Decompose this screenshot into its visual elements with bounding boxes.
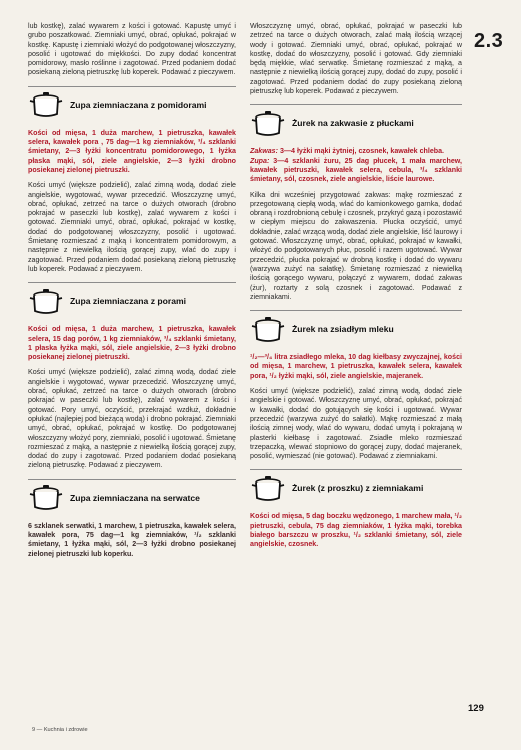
- soup-pot-icon: [250, 474, 286, 504]
- zupa-ingredients: 3—4 szklanki żuru, 25 dag płucek, 1 mała marchew, kawałek pietruszki, kawałek selera, cebula, ³/₄ szklanki śmietany, sól, czosnek, ziele angielskie, liście laurowe.: [250, 156, 462, 184]
- recipe-title: Żurek na zakwasie z płuckami: [292, 118, 414, 129]
- recipe-method: Kości umyć (większe podzielić), zalać zimną wodą, dodać ziele angielskie i wygotować, wywar przecedzić. Włoszczyznę umyć, obrać, opłukać, zetrzeć na tarce o dużych otworach (drobno pokrajać w paseczki lub kostkę), zalać wywarem z kości i gotować. Pory umyć, oczyścić, przekrajać wzdłuż, dokładnie opłukać (najlepiej pod bieżącą wodą) i drobno pokrajać. Ziemniaki umyć, obrać, opłukać, pokrajać w kostkę. Do podgotowanej włoszczyzny włożyć pory, ziemniaki, posolić i ugotować. Śmietanę rozmieszać z mąką, a następnie z niewielką ilością gorącej zupy, dodać do zupy i zagotować. Przed podaniem dodać posiekaną zieloną pietruszkę. Podawać z pieczywem.: [28, 368, 236, 470]
- continued-text: Włoszczyznę umyć, obrać, opłukać, pokrajać w paseczki lub zetrzeć na tarce o dużych otworach, zalać małą ilością wrzącej wody i gotować. Ziemniaki umyć, obrać, opłukać, pokrajać w kostkę, dodać do włoszczyzny, posolić i gotować. Gdy ziemniaki będą miękkie, wlać serwatkę. Śmietanę rozmieszać z mąką, a następnie z niewielką ilością gorącej zupy, dodać do zupy, posolić i zagotować. Przed podaniem dodać do zupy posiekaną zieloną pietruszkę lub koperek. Podawać z pieczywem.: [250, 22, 462, 96]
- zakwas-label: Zakwas:: [250, 147, 278, 156]
- soup-pot-icon: [28, 287, 64, 317]
- recipe-method: Kości umyć (większe podzielić), zalać zimną wodą, dodać ziele angielskie i gotować. Włoszczyznę umyć, obrać, opłukać, pokrajać w kawałki, dodać do gotujących się kości i ugotować. Wywar przecedzić (warzywa zużyć do sałatki). Mąkę rozmieszać z małą ilością zimnej wody, wlać do wywaru, dodać umytą i pokrajaną w plasterki kiełbasę i zagotować. Zsiadłe mleko rozmieszać trzepaczką, wlewać stopniowo do gorącej zupy, dodać majeranek, posolić, wymieszać (nie gotować). Podawać z ziemniakami.: [250, 387, 462, 461]
- recipe-ingredients: [250, 147, 462, 184]
- left-column: [28, 22, 236, 565]
- soup-pot-icon: [28, 90, 64, 120]
- recipe-title: Zupa ziemniaczana na serwatce: [70, 492, 200, 503]
- recipe-title: Żurek (z proszku) z ziemniakami: [292, 483, 424, 494]
- recipe-heading: [28, 479, 236, 513]
- recipe-ingredients: 6 szklanek serwatki, 1 marchew, 1 pietruszka, kawałek selera, kawałek pora, 75 dag—1 kg ziemniaków, ¹/₂ szklanki śmietany, 1 łyżka mąki, sól, 2—3 łyżki drobno posiekanej zielonej pietruszki lub koperku.: [28, 521, 236, 558]
- recipe-method: Kilka dni wcześniej przygotować zakwas: mąkę rozmieszać z przegotowaną ciepłą wodą, wlać do kamionkowego garnka, dodać obraną i rozdrobnioną cebulę i czosnek, przykryć gazą i pozostawić w ciepłym miejscu do zakwaszenia. Płucka oczyścić, umyć dokładnie, zalać wrzącą wodą, dodać ziele angielskie, liść laurowy i gotować. Włoszczyznę umyć, obrać, opłukać, pokrajać w kawałki, włożyć do podgotowanych płuc, posolić i razem ugotować. Wywar przecedzić, płucka pokrajać w drobną kostkę i dodać do wywaru (warzywa zużyć na sałatkę). Śmietanę rozmieszać z niewielką ilością gorącego wywaru, połączyć z wywarem, dodać zakwas (żur), roztarty z solą czosnek i zagotować. Podawać z ziemniakami.: [250, 190, 462, 301]
- soup-pot-icon: [250, 315, 286, 345]
- page-number: 129: [468, 703, 484, 714]
- zakwas-ingredients: 3—4 łyżki mąki żytniej, czosnek, kawałek chleba.: [279, 147, 445, 156]
- zupa-label: Zupa:: [250, 156, 270, 165]
- continued-text: lub kostkę), zalać wywarem z kości i gotować. Kapustę umyć i grubo poszatkować. Ziemniaki umyć, obrać, opłukać, pokrajać w kostkę. Kapustę i ziemniaki włożyć do podgotowanej włoszczyzny, posolić i ugotować do miękkości. Do zupy dodać koncentrat pomidorowy, masło roślinne i zagotować. Przed podaniem dodać posiekaną zieloną pietruszkę lub koperek. Podawać z pieczywem.: [28, 22, 236, 77]
- recipe-heading: [250, 104, 462, 138]
- recipe-heading: [250, 469, 462, 503]
- recipe-heading: [28, 282, 236, 316]
- recipe-title: Żurek na zsiadłym mleku: [292, 323, 394, 334]
- recipe-ingredients: ¹/₂—³/₄ litra zsiadłego mleka, 10 dag kiełbasy zwyczajnej, kości od mięsa, 1 marchew, 1 pietruszka, kawałek selera, kawałek pora, ¹/₂ łyżki mąki, sól, ziele angielskie, majeranek.: [250, 353, 462, 380]
- recipe-heading: [250, 310, 462, 344]
- soup-pot-icon: [28, 483, 64, 513]
- recipe-ingredients: Kości od mięsa, 5 dag boczku wędzonego, 1 marchew mała, ¹/₂ pietruszki, cebula, 75 dag ziemniaków, 1 łyżka mąki, torebka białego barszczu w proszku, ¹/₂ szklanki śmietany, sól, ziele angielskie, czosnek.: [250, 512, 462, 549]
- recipe-title: Zupa ziemniaczana z pomidorami: [70, 99, 207, 110]
- recipe-title: Zupa ziemniaczana z porami: [70, 296, 187, 307]
- right-column: [250, 22, 462, 556]
- recipe-ingredients: Kości od mięsa, 1 duża marchew, 1 pietruszka, kawałek selera, 15 dag porów, 1 kg ziemniaków, ³/₄ szklanki śmietany, 1 płaska łyżka mąki, sól, ziele angielskie, 2—3 łyżki drobno posiekanej zielonej pietruszki.: [28, 325, 236, 362]
- recipe-ingredients: Kości od mięsa, 1 duża marchew, 1 pietruszka, kawałek selera, kawałek pora , 75 dag—1 kg ziemniaków, ³/₄ szklanki śmietany, 2—3 łyżki koncentratu pomidorowego, 1 łyżka płaska mąki, sól, ziele angielskie, 2—3 łyżki drobno posiekanej zielonej pietruszki.: [28, 128, 236, 174]
- chapter-number: 2.3: [474, 30, 504, 52]
- footer-note: 9 — Kuchnia i zdrowie: [32, 727, 88, 733]
- recipe-method: Kości umyć (większe podzielić), zalać zimną wodą, dodać ziele angielskie, wygotować, wywar przecedzić. Włoszczyznę umyć, obrać, opłukać, zetrzeć na tarce o dużych otworach (drobno pokrajać w paseczki lub kostkę), zalać wywarem z kości i gotować. Ziemniaki umyć, obrać, opłukać, pokrajać w kostkę, dodać do podgotowanej włoszczyzny, posolić i ugotować. Śmietanę rozmieszać z mąką i koncentratem pomidorowym, a następnie z niewielką ilością gorącej zupy, wlać do zupy i zagotować. Przed podaniem dodać posiekaną zieloną pietruszkę lub koperek. Podawać z pieczywem.: [28, 181, 236, 273]
- soup-pot-icon: [250, 109, 286, 139]
- recipe-heading: [28, 86, 236, 120]
